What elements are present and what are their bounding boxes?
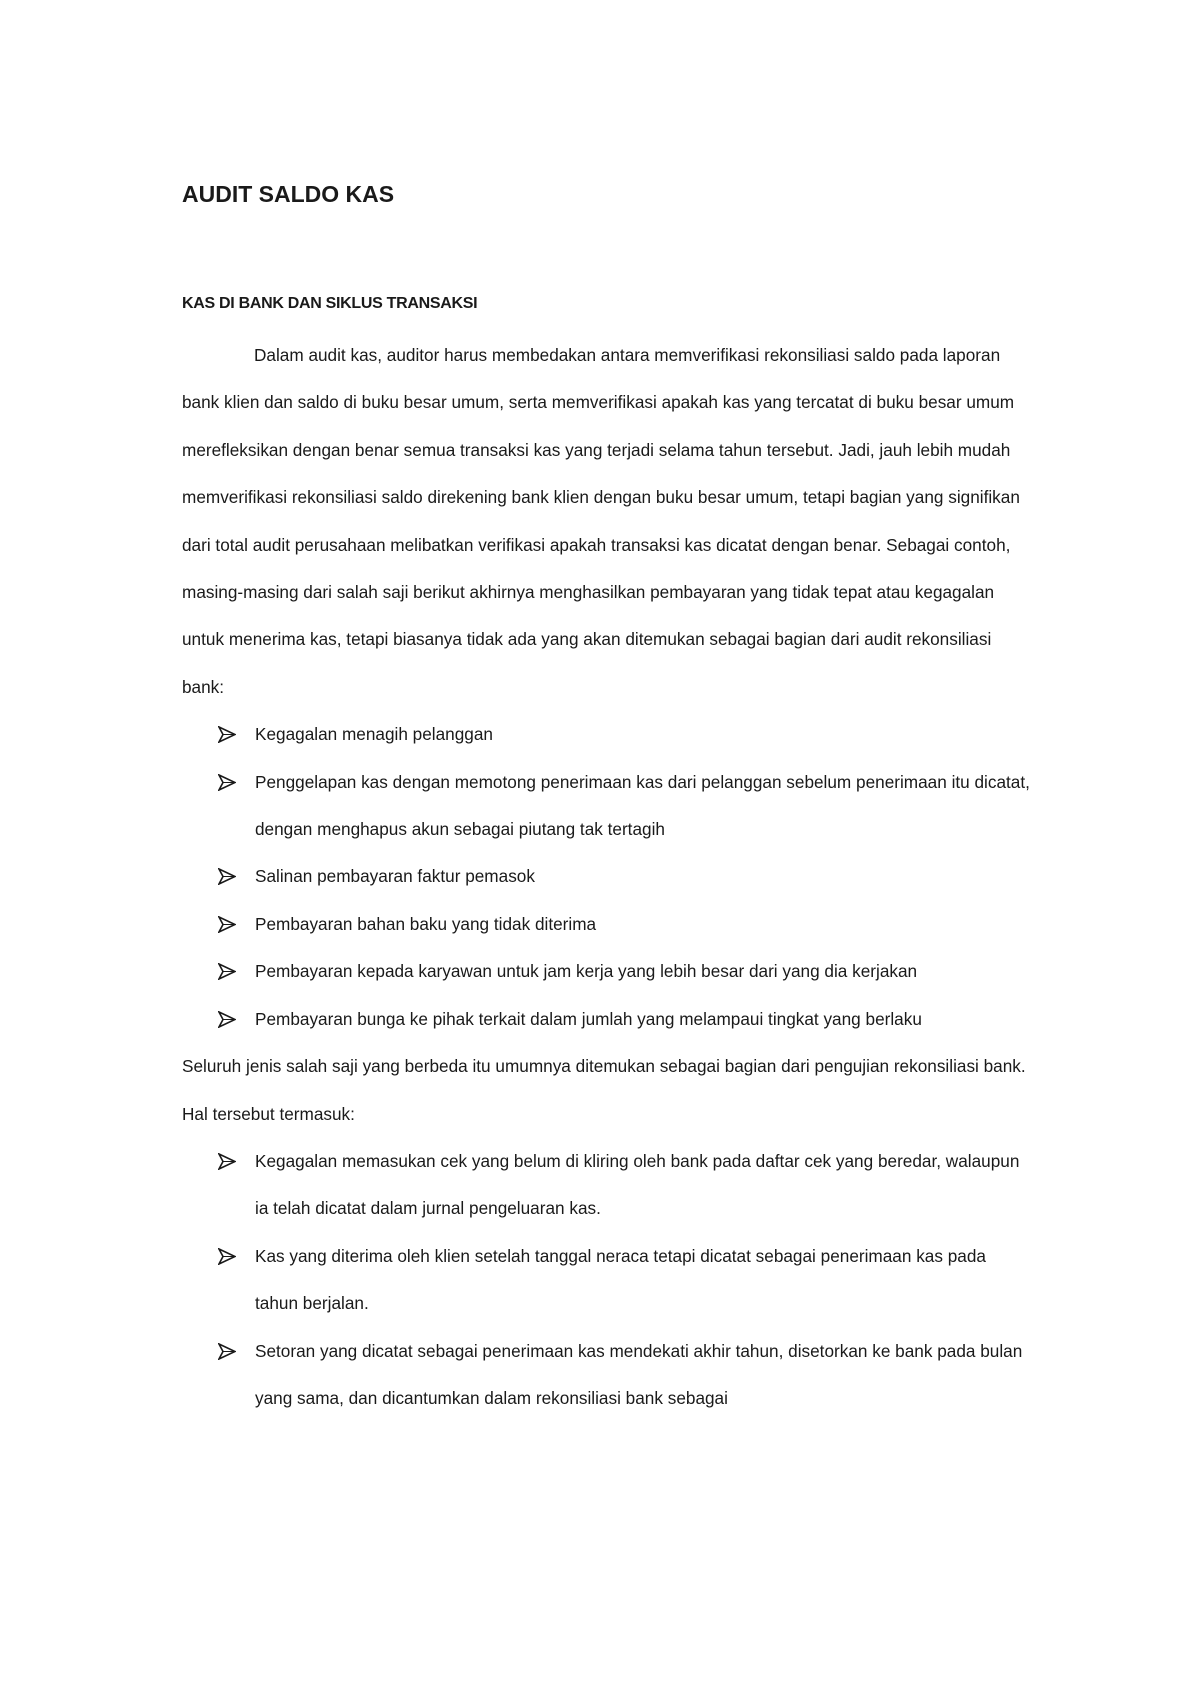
- list-item: [182, 901, 1032, 948]
- arrowhead-bullet-icon: [218, 963, 236, 980]
- document-title: AUDIT SALDO KAS: [182, 181, 395, 207]
- list-item: [182, 853, 1032, 900]
- list-item: [182, 1138, 1032, 1233]
- list-item-text: Kas yang diterima oleh klien setelah tanggal neraca tetapi dicatat sebagai penerimaan kas pada tahun berjalan.: [255, 1245, 986, 1314]
- arrowhead-bullet-icon: [218, 1153, 236, 1170]
- list-item: [182, 759, 1032, 854]
- bullet-list-2: [182, 1138, 1032, 1422]
- bullet-list-1: [182, 711, 1032, 1043]
- arrowhead-bullet-icon: [218, 868, 236, 885]
- arrowhead-bullet-icon: [218, 774, 236, 791]
- body-paragraph-2: Seluruh jenis salah saji yang berbeda itu umumnya ditemukan sebagai bagian dari pengujian rekonsiliasi bank. Hal tersebut termasuk:: [182, 1056, 1031, 1124]
- arrowhead-bullet-icon: [218, 1248, 236, 1265]
- body-paragraph-1: Dalam audit kas, auditor harus membedakan antara memverifikasi rekonsiliasi saldo pada laporan bank klien dan saldo di buku besar umum, serta memverifikasi apakah kas yang tercatat di buku besar umum merefleksikan dengan benar semua transaksi kas yang terjadi selama tahun tersebut. Jadi, jauh lebih mudah memverifikasi rekonsiliasi saldo direkening bank klien dengan buku besar umum, tetapi bagian yang signifikan dari total audit perusahaan melibatkan verifikasi apakah transaksi kas dicatat dengan benar. Sebagai contoh, masing-masing dari salah saji berikut akhirnya menghasilkan pembayaran yang tidak tepat atau kegagalan untuk menerima kas, tetapi biasanya tidak ada yang akan ditemukan sebagai bagian dari audit rekonsiliasi bank:: [182, 345, 1025, 697]
- arrowhead-bullet-icon: [218, 726, 236, 743]
- list-item-text: Pembayaran bunga ke pihak terkait dalam jumlah yang melampaui tingkat yang berlaku: [255, 1008, 922, 1029]
- list-item: [182, 711, 1032, 758]
- list-item-text: Pembayaran bahan baku yang tidak diterima: [255, 913, 597, 934]
- list-item-text: Setoran yang dicatat sebagai penerimaan kas mendekati akhir tahun, disetorkan ke bank pada bulan yang sama, dan dicantumkan dalam rekonsiliasi bank sebagai: [255, 1340, 1023, 1408]
- list-item-text: Kegagalan memasukan cek yang belum di kliring oleh bank pada daftar cek yang beredar, walaupun ia telah dicatat dalam jurnal pengeluaran kas.: [255, 1150, 1020, 1219]
- list-item: [182, 996, 1032, 1043]
- section-heading: KAS DI BANK DAN SIKLUS TRANSAKSI: [182, 295, 478, 312]
- list-item-text: Penggelapan kas dengan memotong penerimaan kas dari pelanggan sebelum penerimaan itu dicatat, dengan menghapus akun sebagai piutang tak tertagih: [255, 771, 1030, 840]
- arrowhead-bullet-icon: [218, 1343, 236, 1360]
- list-item-text: Salinan pembayaran faktur pemasok: [255, 866, 535, 887]
- list-item-text: Kegagalan menagih pelanggan: [255, 724, 493, 745]
- document-body: [182, 332, 1032, 1422]
- arrowhead-bullet-icon: [218, 1011, 236, 1028]
- arrowhead-bullet-icon: [218, 916, 236, 933]
- list-item: [182, 1233, 1032, 1328]
- list-item: [182, 948, 1032, 995]
- list-item: [182, 1328, 1032, 1423]
- list-item-text: Pembayaran kepada karyawan untuk jam kerja yang lebih besar dari yang dia kerjakan: [255, 961, 918, 982]
